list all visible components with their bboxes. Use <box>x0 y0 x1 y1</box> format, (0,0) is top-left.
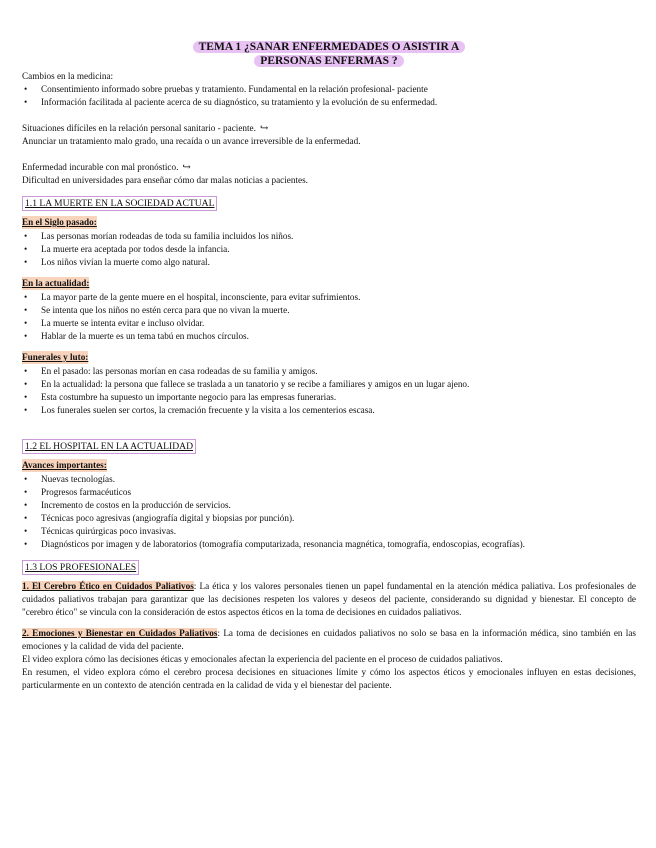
arrow-icon: ↪ <box>182 162 191 173</box>
present-list <box>22 291 636 343</box>
paragraph-heading: 2. Emociones y Bienestar en Cuidados Paliativos <box>22 628 218 638</box>
advances-list <box>22 473 636 551</box>
incurable-line-1: Enfermedad incurable con mal pronóstico. <box>22 162 179 172</box>
list-item: • Información facilitada al paciente acerca de su diagnóstico, su tratamiento y la evolución de su enfermedad. <box>41 96 636 109</box>
section-heading-1-1: 1.1 LA MUERTE EN LA SOCIEDAD ACTUAL <box>22 196 217 211</box>
list-item: • Los funerales suelen ser cortos, la cremación frecuente y la visita a los cementerios escasa. <box>41 404 636 417</box>
list-item: • Las personas morían rodeadas de toda su familia incluidos los niños. <box>41 230 636 243</box>
list-item: • La muerte se intenta evitar e incluso olvidar. <box>41 317 636 330</box>
list-item: • Se intenta que los niños no estén cerca para que no vivan la muerte. <box>41 304 636 317</box>
paragraph-text: : La toma de decisiones en cuidados paliativos no solo se basa en la información médica, sino también en las emociones y la calidad de vida del paciente. <box>22 628 637 651</box>
list-item: • Hablar de la muerte es un tema tabú en muchos círculos. <box>41 330 636 343</box>
paragraph-video: El video explora cómo las decisiones éticas y emocionales afectan la experiencia del paciente en el proceso de cuidados paliativos. <box>22 654 503 664</box>
subheading-advances: Avances importantes: <box>22 460 107 470</box>
list-item: • En la actualidad: la persona que fallece se traslada a un tanatorio y se recibe a familiares y amigos en un lugar ajeno. <box>41 378 636 391</box>
intro-heading: Cambios en la medicina: <box>22 71 114 81</box>
difficult-line-1: Situaciones difíciles en la relación personal sanitario - paciente. <box>22 123 256 133</box>
section-heading-1-3: 1.3 LOS PROFESIONALES <box>22 560 139 575</box>
subheading-funerals: Funerales y luto: <box>22 352 89 362</box>
list-item: • Esta costumbre ha supuesto un importante negocio para las empresas funerarias. <box>41 391 636 404</box>
list-item: • La muerte era aceptada por todos desde la infancia. <box>41 243 636 256</box>
paragraph-heading: 1. El Cerebro Ético en Cuidados Paliativos <box>22 581 194 591</box>
list-item: • En el pasado: las personas morían en casa rodeadas de su familia y amigos. <box>41 365 636 378</box>
list-item: • Progresos farmacéuticos <box>41 486 636 499</box>
difficult-situations <box>22 122 636 135</box>
arrow-icon: ↪ <box>259 123 269 134</box>
list-item: • Técnicas poco agresivas (angiografía digital y biopsias por punción). <box>41 512 636 525</box>
past-century-list <box>22 230 636 269</box>
title-line-1: TEMA 1 ¿SANAR ENFERMEDADES O ASISTIR A <box>193 41 466 53</box>
document-title <box>22 40 636 68</box>
intro-list <box>22 83 636 109</box>
incurable-line-2: Dificultad en universidades para enseñar cómo dar malas noticias a pacientes. <box>22 175 308 185</box>
list-item: • Diagnósticos por imagen y de laboratorios (tomografía computarizada, resonancia magnética, tomografía, endoscopias, ecografías). <box>41 538 636 551</box>
paragraph-text: : La ética y los valores personales tienen un papel fundamental en la atención médica paliativa. Los profesionales de cuidados paliativos trabajan para garantizar que las decisiones respeten los valores y deseos del paciente, considerando su dignidad y bienestar. El concepto de "cerebro ético" se vincula con la consideración de estos aspectos éticos en la toma de decisiones en cuidados paliativos. <box>22 581 636 617</box>
list-item: • Consentimiento informado sobre pruebas y tratamiento. Fundamental en la relación profesional- paciente <box>41 83 636 96</box>
difficult-line-2: Anunciar un tratamiento malo grado, una recaída o un avance irreversible de la enfermedad. <box>22 136 361 146</box>
list-item: • Nuevas tecnologías. <box>41 473 636 486</box>
incurable-disease <box>22 161 636 174</box>
paragraph-summary: En resumen, el video explora cómo el cerebro procesa decisiones en situaciones límite y cómo los aspectos éticos y emocionales influyen en estas decisiones, particularmente en un contexto de atención centrada en la calidad de vida y el bienestar del paciente. <box>22 667 636 690</box>
paragraph-ethical-brain <box>22 580 636 619</box>
subheading-past-century: En el Siglo pasado: <box>22 217 97 227</box>
section-heading-1-2: 1.2 EL HOSPITAL EN LA ACTUALIDAD <box>22 439 196 454</box>
subheading-present: En la actualidad: <box>22 278 90 288</box>
title-line-2: PERSONAS ENFERMAS ? <box>254 55 403 67</box>
funerals-list <box>22 365 636 417</box>
list-item: • Los niños vivían la muerte como algo natural. <box>41 256 636 269</box>
list-item: • Incremento de costos en la producción de servicios. <box>41 499 636 512</box>
paragraph-emotions <box>22 627 636 653</box>
list-item: • Técnicas quirúrgicas poco invasivas. <box>41 525 636 538</box>
list-item: • La mayor parte de la gente muere en el hospital, inconsciente, para evitar sufrimientos. <box>41 291 636 304</box>
